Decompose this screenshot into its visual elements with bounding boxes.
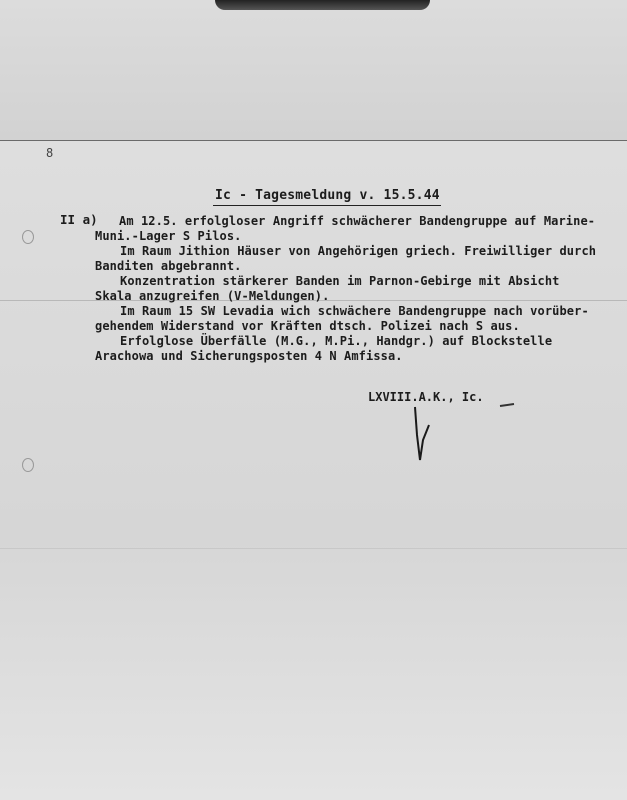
report-line: Arachowa und Sicherungsposten 4 N Amfissa. <box>95 349 403 363</box>
ink-mark <box>498 400 518 410</box>
report-line: Banditen abgebrannt. <box>95 259 242 273</box>
report-line: Im Raum 15 SW Levadia wich schwächere Bandengruppe nach vorüber- <box>120 304 589 318</box>
report-line: Skala anzugreifen (V-Meldungen). <box>95 289 330 303</box>
title-underline <box>213 205 441 206</box>
punch-hole <box>22 458 34 472</box>
report-line: Konzentration stärkerer Banden im Parnon-Gebirge mit Absicht <box>120 274 560 288</box>
report-line: gehendem Widerstand vor Kräften dtsch. Polizei nach S aus. <box>95 319 520 333</box>
margin-mark: 8 <box>46 146 54 160</box>
section-label: II a) <box>60 212 98 227</box>
punch-hole <box>22 230 34 244</box>
report-line: Muni.-Lager S Pilos. <box>95 229 242 243</box>
report-line: Am 12.5. erfolgloser Angriff schwächerer Bandengruppe auf Marine- <box>119 214 596 228</box>
unit-signature: LXVIII.A.K., Ic. <box>368 390 484 404</box>
paper-clip <box>215 0 430 10</box>
handwritten-signature <box>405 405 435 465</box>
previous-page <box>0 0 627 142</box>
document-title: Ic - Tagesmeldung v. 15.5.44 <box>215 188 440 203</box>
report-line: Im Raum Jithion Häuser von Angehörigen griech. Freiwilliger durch <box>120 244 597 258</box>
report-line: Erfolglose Überfälle (M.G., M.Pi., Handgr.) auf Blockstelle <box>120 334 553 348</box>
page-fold <box>0 548 627 549</box>
